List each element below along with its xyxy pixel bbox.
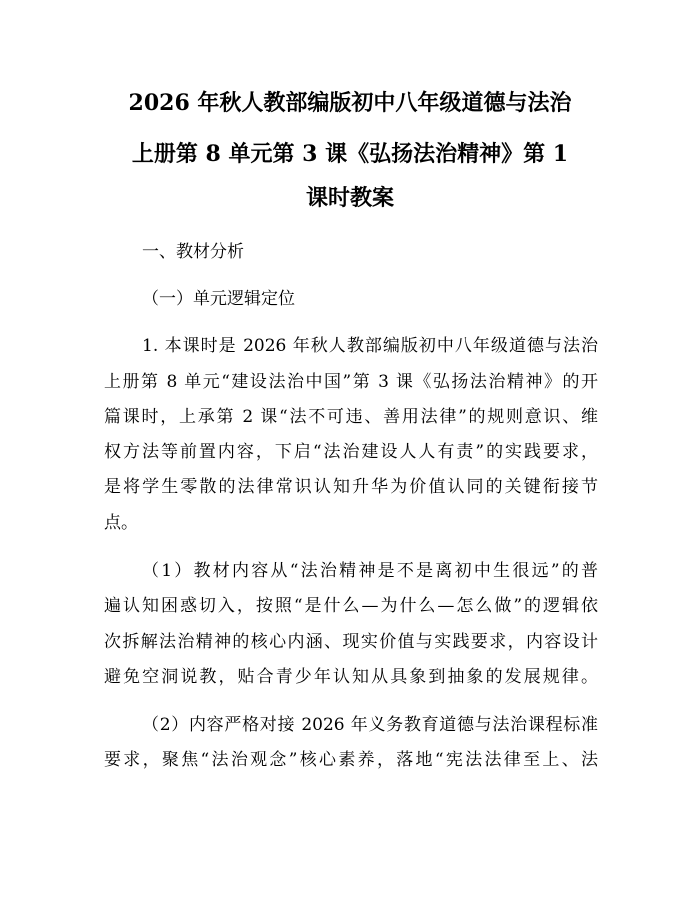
paragraph-line: 避免空洞说教，贴合青少年认知从具象到抽象的发展规律。 [104, 667, 598, 687]
paragraph-line: （2）内容严格对接 2026 年义务教育道德与法治课程标准 [142, 715, 598, 735]
paragraph-line: 篇课时，上承第 2 课“法不可违、善用法律”的规则意识、维 [104, 407, 598, 427]
document-title-line-3: 课时教案 [305, 185, 394, 211]
paragraph-line: 次拆解法治精神的核心内涵、现实价值与实践要求，内容设计 [104, 632, 598, 652]
document-title-line-1: 2026 年秋人教部编版初中八年级道德与法治 [128, 90, 572, 116]
paragraph-line: 1. 本课时是 2026 年秋人教部编版初中八年级道德与法治 [142, 336, 598, 356]
paragraph-line: （1）教材内容从“法治精神是不是离初中生很远”的普 [142, 561, 598, 581]
section-heading: 一、教材分析 [142, 242, 244, 262]
subsection-heading: （一）单元逻辑定位 [142, 289, 295, 309]
paragraph-line: 是将学生零散的法律常识认知升华为价值认同的关键衔接节 [104, 477, 598, 497]
paragraph-line: 上册第 8 单元“建设法治中国”第 3 课《弘扬法治精神》的开 [104, 372, 598, 392]
paragraph-line: 要求，聚焦“法治观念”核心素养，落地“宪法法律至上、法 [104, 750, 598, 770]
paragraph-line: 权方法等前置内容，下启“法治建设人人有责”的实践要求， [104, 442, 598, 462]
paragraph-line: 点。 [104, 513, 138, 533]
paragraph-line: 遍认知困惑切入，按照“是什么—为什么—怎么做”的逻辑依 [104, 596, 598, 616]
document-title-line-2: 上册第 8 单元第 3 课《弘扬法治精神》第 1 [131, 141, 569, 167]
